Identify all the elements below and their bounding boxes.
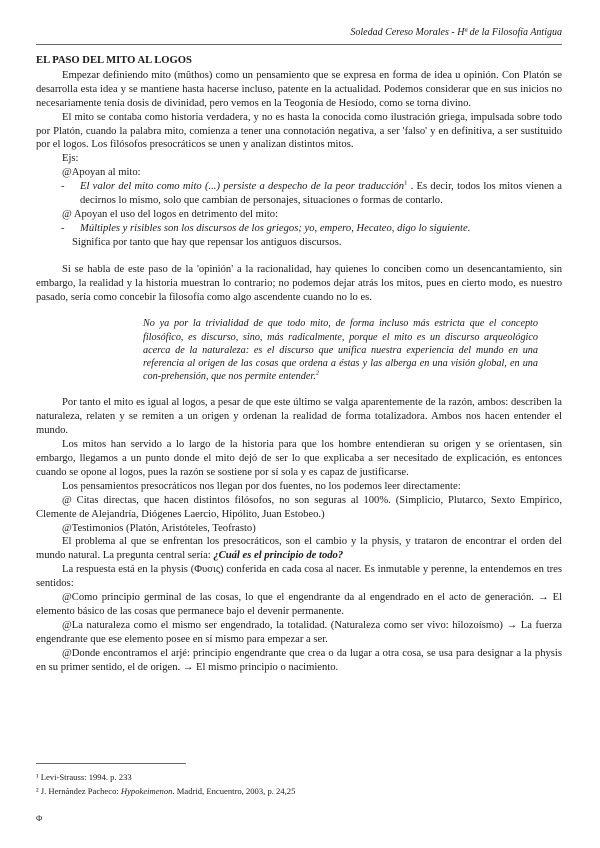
list-item-followup: Significa por tanto que hay que repensar los antiguos discursos. bbox=[72, 236, 342, 248]
page-number: Φ bbox=[36, 813, 43, 823]
paragraph: Los mitos han servido a lo largo de la historia para que los hombre entendieran su origen y se orientasen, sin embargo, llegamos a un punto donde el mito dejó de ser lo que explicaba a ser necesitado de explicación, es entonces cuando se opone al logos, pues la razón se sostiene por sí sola y es capaz de justificarse. bbox=[36, 439, 562, 478]
document-page bbox=[36, 0, 562, 848]
footnote-text: ² J. Hernández Pacheco: bbox=[36, 786, 121, 796]
paragraph bbox=[36, 535, 562, 563]
paragraph: Los pensamientos presocráticos nos llegan por dos fuentes, no los podemos leer directamente: bbox=[62, 480, 461, 492]
paragraph: @Testimonios (Platón, Aristóteles, Teofrasto) bbox=[62, 522, 256, 534]
central-question: ¿Cuál es el principio de todo? bbox=[213, 550, 344, 562]
footnote-1: ¹ Levi-Strauss: 1994. p. 233 bbox=[36, 772, 132, 782]
paragraph: @ Citas directas, que hacen distintos filósofos, no son seguras al 100%. (Simplicio, Plutarco, Sexto Empírico, Clemente de Alejandría, Diógenes Laercio, Hipólito, Juan Estobeo.) bbox=[36, 494, 562, 520]
block-quote-text: No ya por la trivialidad de que todo mito, de forma incluso más estricta que el concepto filosófico, es discurso, sino, más radicalmente, porque el mito es un discurso arqueológico acerca de la naturaleza: es el discurso que unifica nuestra experiencia del mundo en una referencia al origen de las cosas que ordena a éstas y las alberga en una visión global, en una con-prehensión, que nos permite entender. bbox=[143, 318, 538, 383]
body-text bbox=[36, 54, 562, 675]
running-header: Soledad Cereso Morales - Hª de la Filosofía Antigua bbox=[350, 27, 562, 38]
support-logos-label: @ Apoyan el uso del logos en detrimento del mito: bbox=[62, 208, 279, 220]
section-title: EL PASO DEL MITO AL LOGOS bbox=[36, 55, 192, 66]
dash-marker: - bbox=[61, 181, 65, 193]
block-quote bbox=[143, 317, 538, 383]
paragraph: @Como principio germinal de las cosas, lo que el engendrante da al engendrado en el acto de generación. → El elemento básico de las cosas que permanece bajo el devenir permanente. bbox=[36, 592, 562, 618]
footnote-ref[interactable]: 2 bbox=[315, 369, 320, 377]
footnote-rule bbox=[36, 763, 186, 764]
footnote-ref[interactable]: 1 bbox=[404, 179, 408, 187]
paragraph-text: El problema al que se enfrentan los presocráticos, son el cambio y la physis, y trataron de encontrar el orden del mundo natural. La pregunta central sería: bbox=[36, 536, 562, 562]
footnote-text: . Madrid, Encuentro, 2003, p. 24,25 bbox=[172, 786, 296, 796]
examples-label: Ejs: bbox=[62, 153, 79, 165]
quote-inline: El valor del mito como mito (...) persiste a despecho de la peor traducción bbox=[80, 181, 405, 193]
paragraph: Empezar definiendo mito (mûthos) como un pensamiento que se expresa en forma de idea u opinión. Con Platón se desarrolla esta idea y se mantiene hasta hacerse incluso, patente en la actualidad. Podemos considerar que en sus inicios no necesariamente tenía dosis de divinidad, pero vemos en la Teogonía de Hesíodo, como se torna divino. bbox=[36, 69, 562, 109]
dash-marker: - bbox=[61, 222, 65, 234]
list-item-text: . Es decir, todos los mitos vienen a decirnos lo mismo, solo que cambian de personajes, situaciones o formas de contarlo. bbox=[80, 181, 562, 207]
support-myth-label: @Apoyan al mito: bbox=[62, 167, 141, 179]
list-item bbox=[36, 222, 562, 236]
quote-inline: Múltiples y risibles son los discursos de los griegos; yo, empero, Hecateo, digo lo siguiente. bbox=[80, 222, 471, 234]
paragraph: Si se habla de este paso de la 'opinión' a la racionalidad, hay quienes lo conciben como un desencantamiento, sin embargo, la realidad y la historia muestran lo contrario; no podemos dejar atrás los mitos, pues en cierto modo, es nuestro pasado, sería como concebir la filosofía como algo ascendente cuando no lo es. bbox=[36, 263, 562, 303]
header-rule bbox=[36, 44, 562, 45]
paragraph: @La naturaleza como el mismo ser engendrado, la totalidad. (Naturaleza como ser vivo: hilozoísmo) → La fuerza engendrante que ese elemento posee en sí mismo para empezar a ser. bbox=[36, 619, 562, 645]
paragraph: El mito se contaba como historia verdadera, y no es hasta la conocida como ilustración griega, impulsada sobre todo por Platón, cuando la palabra mito, comienza a tener una connotación negativa, a ser 'falso' y en definitiva, a ser sustituido por el logos. Los filósofos presocráticos se unen y analizan distintos mitos. bbox=[36, 111, 562, 151]
paragraph: Por tanto el mito es igual al logos, a pesar de que este último se valga aparentemente de la razón, ambos: describen la naturaleza, relaten y se remiten a un origen y ordenan la realidad de forma totalizadora. Ambos nos hacen entender el mundo. bbox=[36, 397, 562, 437]
paragraph: @Donde encontramos el arjé: principio engendrante que crea o da lugar a otra cosa, se usa para designar a la physis en su primer sentido, el de origen. → El mismo principio o nacimiento. bbox=[36, 647, 562, 673]
paragraph: La respuesta está en la physis (Φυσις) conferida en cada cosa al nacer. Es inmutable y perenne, la entendemos en tres sentidos: bbox=[36, 564, 562, 590]
footnote-2 bbox=[36, 786, 295, 796]
footnote-title: Hypokeimenon bbox=[120, 786, 173, 796]
list-item bbox=[36, 180, 562, 208]
